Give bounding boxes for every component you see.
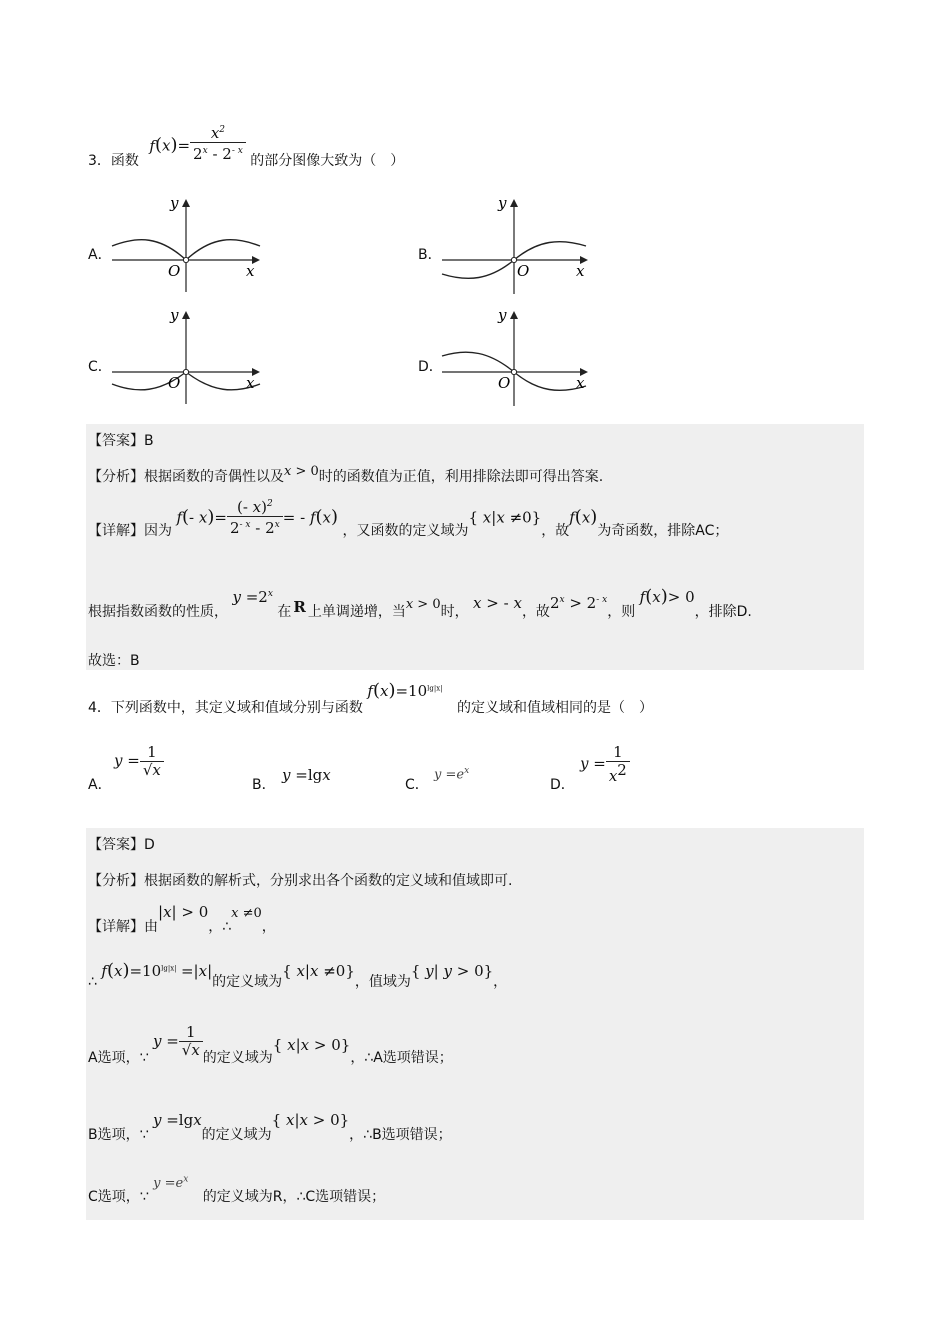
origin-label: O bbox=[168, 262, 181, 280]
axis-y-label: y bbox=[170, 194, 179, 212]
question-number: 4． bbox=[88, 700, 111, 716]
analysis-line: 【分析】根据函数的解析式，分别求出各个函数的定义域和值域即可. bbox=[88, 873, 513, 889]
conclusion-line: 故选：B bbox=[88, 653, 140, 669]
svg-text:O: O bbox=[168, 374, 181, 392]
q4-option-b-formula: y =lgx bbox=[282, 766, 331, 784]
answer-line: 【答案】D bbox=[88, 837, 155, 853]
svg-text:x: x bbox=[576, 374, 585, 392]
detail-line-1: 【详解】由|x| > 0，∴x ≠0， bbox=[88, 903, 276, 935]
option-b-label: B． bbox=[418, 247, 442, 263]
graph-a bbox=[108, 194, 268, 294]
option-a-label: A． bbox=[88, 247, 112, 263]
q4-option-a-formula: y = $\frac{1}{√x}$ bbox=[114, 744, 164, 779]
graph-c bbox=[108, 306, 268, 406]
svg-text:x: x bbox=[246, 374, 255, 392]
svg-text:O: O bbox=[517, 262, 530, 280]
answer-line: 【答案】B bbox=[88, 433, 154, 449]
q4-option-c-label: C． bbox=[405, 777, 429, 793]
svg-text:x: x bbox=[576, 262, 585, 280]
detail-line-2: 根据指数函数的性质， $y =2^x$ 在 R 上单调递增，当x > 0时， x > - x，故$2^x > 2^{- x}$，则 f(x)> 0，排除D. bbox=[88, 586, 752, 620]
answer-block-3 bbox=[86, 424, 864, 670]
q3-fraction: $\frac{x^2}{2^x - 2^{- x}}$ bbox=[190, 122, 246, 163]
detail-line-2: ∴ $f(x)=10^{lg|x|} =|x|$的定义域为{ x|x ≠0}，值域为{ y| y > 0}， bbox=[88, 960, 508, 990]
graph-b bbox=[438, 194, 598, 294]
analysis-line: 【分析】根据函数的奇偶性以及x > 0时的函数值为正值，利用排除法即可得出答案. bbox=[88, 464, 604, 485]
svg-text:y: y bbox=[170, 306, 179, 324]
svg-text:O: O bbox=[498, 374, 511, 392]
graph-d bbox=[438, 306, 598, 406]
q4-stem: 4．下列函数中，其定义域和值域分别与函数 $f(x)=10^{lg|x|}$ 的定义域和值域相同的是（ ） bbox=[88, 680, 653, 716]
q4-option-d-label: D． bbox=[550, 777, 575, 793]
q4-option-d-formula: y = $\frac{1}{x^2}$ bbox=[580, 744, 630, 785]
q4-option-b-label: B． bbox=[252, 777, 276, 793]
option-c-line: C选项，∵ $y =e^x$ 的定义域为R，∴C选项错误； bbox=[88, 1174, 386, 1205]
svg-text:y: y bbox=[498, 306, 507, 324]
question-number: 3． bbox=[88, 152, 111, 169]
option-d-label: D． bbox=[418, 359, 443, 375]
q4-option-c-formula: $y =e^x$ bbox=[434, 766, 470, 783]
option-b-line: B选项，∵ y =lgx的定义域为{ x|x > 0}，∴B选项错误； bbox=[88, 1111, 452, 1143]
q3-stem: 3．函数 f(x)= $\frac{x^2}{2^x - 2^{- x}}$ 的部分图像大致为（ ） bbox=[88, 124, 405, 169]
option-a-line: A选项，∵ y = $\frac{1}{√x}$ 的定义域为{ x|x > 0}，∴A选项错误； bbox=[88, 1023, 453, 1066]
q3-formula: f bbox=[149, 136, 155, 155]
axis-x-label: x bbox=[246, 262, 255, 280]
svg-text:y: y bbox=[498, 194, 507, 212]
detail-line-1: 【详解】因为 f(- x)= $\frac{(- x)^2}{2^{- x} - 2^x}$ = - f(x) ，又函数的定义域为{ x|x ≠0}，故f(x)为奇函数，排除AC； bbox=[88, 498, 729, 539]
option-c-label: C． bbox=[88, 359, 112, 375]
q4-option-a-label: A． bbox=[88, 777, 112, 793]
